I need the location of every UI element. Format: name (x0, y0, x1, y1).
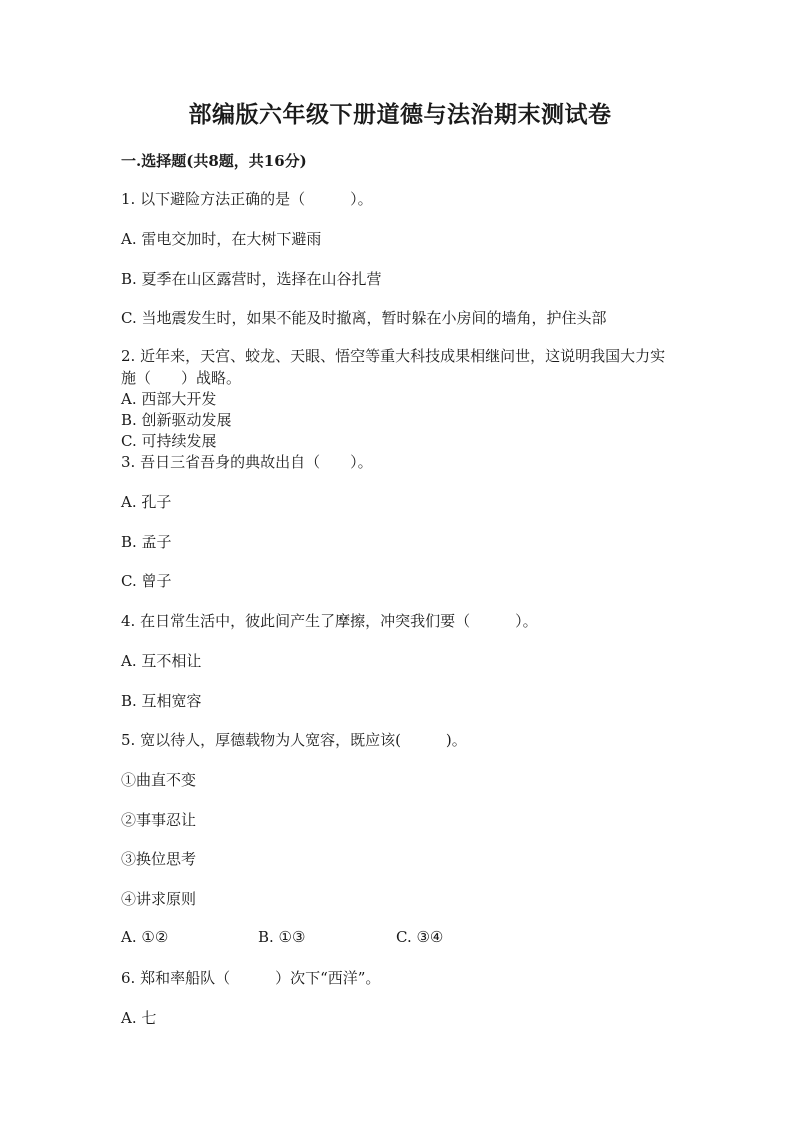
question-3-option-a: A. 孔子 (121, 493, 172, 511)
question-5-option-b: B. ①③ (258, 928, 306, 946)
question-3-option-b: B. 孟子 (121, 533, 172, 551)
question-5-item-3: ③换位思考 (121, 850, 197, 868)
question-3-option-c: C. 曾子 (121, 572, 172, 590)
page-title: 部编版六年级下册道德与法治期末测试卷 (188, 101, 612, 128)
section-heading: 一.选择题(共8题，共16分) (121, 152, 307, 170)
question-1-option-a: A. 雷电交加时，在大树下避雨 (121, 230, 322, 248)
question-1-stem: 1. 以下避险方法正确的是（ ）。 (121, 190, 373, 208)
question-5-stem: 5. 宽以待人，厚德载物为人宽容，既应该( )。 (121, 731, 467, 749)
question-3-stem: 3. 吾日三省吾身的典故出自（ ）。 (121, 453, 373, 471)
question-2-option-b: B. 创新驱动发展 (121, 411, 232, 429)
question-1-option-b: B. 夏季在山区露营时，选择在山谷扎营 (121, 270, 382, 288)
question-6-option-a: A. 七 (121, 1009, 157, 1027)
question-5-item-4: ④讲求原则 (121, 890, 197, 908)
question-4-option-b: B. 互相宽容 (121, 692, 202, 710)
question-2-option-a: A. 西部大开发 (121, 390, 217, 408)
question-5-option-a: A. ①② (121, 928, 169, 946)
question-5-item-1: ①曲直不变 (121, 771, 197, 789)
question-4-stem: 4. 在日常生活中，彼此间产生了摩擦，冲突我们要（ ）。 (121, 612, 538, 630)
question-5-option-c: C. ③④ (396, 928, 444, 946)
question-5-item-2: ②事事忍让 (121, 811, 197, 829)
question-4-option-a: A. 互不相让 (121, 652, 202, 670)
question-2-option-c: C. 可持续发展 (121, 432, 217, 450)
question-6-stem: 6. 郑和率船队（ ）次下“西洋”。 (121, 969, 381, 987)
question-2-stem: 2. 近年来，天宫、蛟龙、天眼、悟空等重大科技成果相继问世，这说明我国大力实施（ ）战略。 (121, 347, 666, 387)
question-1-option-c: C. 当地震发生时，如果不能及时撤离，暂时躲在小房间的墙角，护住头部 (121, 309, 607, 327)
